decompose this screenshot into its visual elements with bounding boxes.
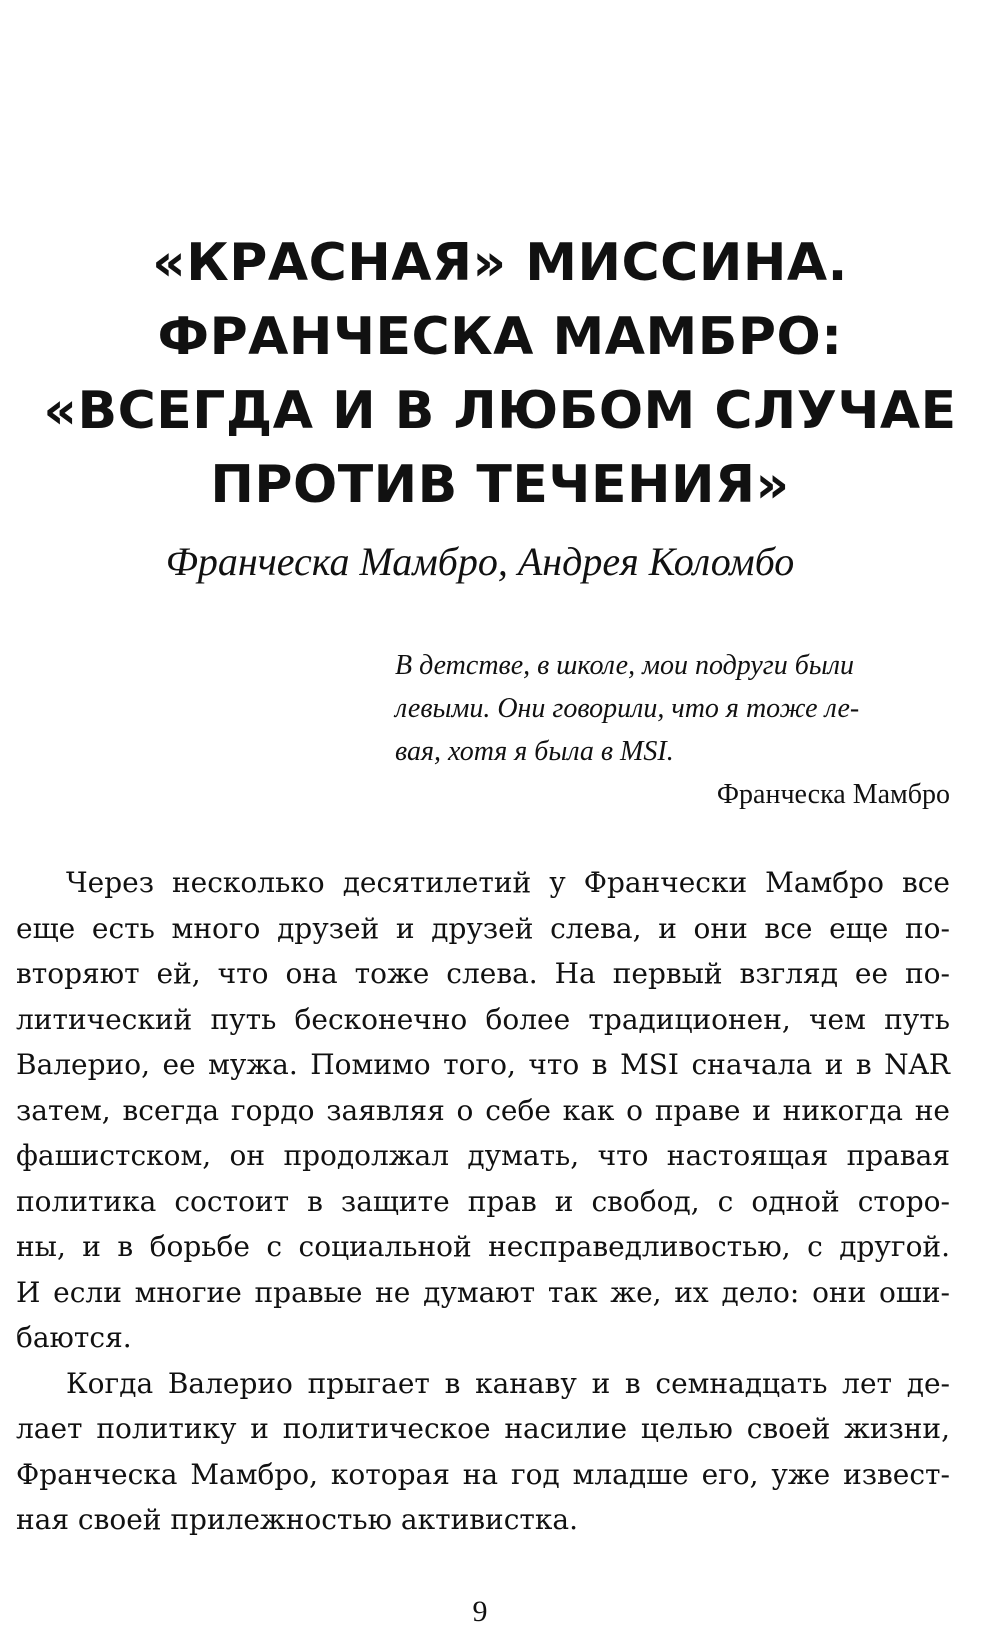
page-number: 9 <box>472 1595 488 1628</box>
chapter-title-line: ПРОТИВ ТЕЧЕНИЯ» <box>210 455 790 515</box>
epigraph-line: вая, хотя я была в MSI. <box>395 736 674 767</box>
text-line: Франческа Мамбро, которая на год младше его, уже извест- <box>16 1457 950 1491</box>
epigraph-line: В детстве, в школе, мои подруги были <box>395 650 854 681</box>
text-line: лает политику и политическое насилие целью своей жизни, <box>16 1412 950 1445</box>
text-line: баются. <box>16 1321 132 1354</box>
epigraph <box>395 644 950 816</box>
text-line: фашистском, он продолжал думать, что настоящая правая <box>16 1139 950 1172</box>
text-line: И если многие правые не думают так же, их дело: они оши- <box>16 1275 950 1309</box>
text-line: Через несколько десятилетий у Франчески Мамбро все <box>66 866 950 899</box>
body-text <box>16 860 950 1543</box>
text-line: ная своей прилежностью активистка. <box>16 1503 578 1536</box>
chapter-authors: Франческа Мамбро, Андрея Коломбо <box>165 539 795 584</box>
text-line: литический путь бесконечно более традиционен, чем путь <box>16 1002 950 1036</box>
paragraph-2 <box>16 1361 950 1543</box>
chapter-title <box>0 226 1000 522</box>
text-line: еще есть много друзей и друзей слева, и они все еще по- <box>16 911 950 945</box>
chapter-title-line: «КРАСНАЯ» МИССИНА. <box>152 233 848 293</box>
epigraph-line: левыми. Они говорили, что я тоже ле- <box>395 693 860 724</box>
chapter-title-line: ФРАНЧЕСКА МАМБРО: <box>157 307 843 367</box>
chapter-title-line: «ВСЕГДА И В ЛЮБОМ СЛУЧАЕ <box>43 381 957 441</box>
text-line: Валерио, ее мужа. Помимо того, что в MSI сначала и в NAR <box>16 1048 950 1081</box>
paragraph-1 <box>16 860 950 1361</box>
text-line: вторяют ей, что она тоже слева. На первый взгляд ее по- <box>16 957 950 990</box>
text-line: политика состоит в защите прав и свобод, с одной сторо- <box>16 1184 950 1218</box>
text-line: Когда Валерио прыгает в канаву и в семнадцать лет де- <box>66 1366 950 1400</box>
text-line: затем, всегда гордо заявляя о себе как о праве и никогда не <box>16 1093 950 1127</box>
text-line: ны, и в борьбе с социальной несправедливостью, с другой. <box>16 1230 950 1263</box>
epigraph-author: Франческа Мамбро <box>716 779 950 810</box>
